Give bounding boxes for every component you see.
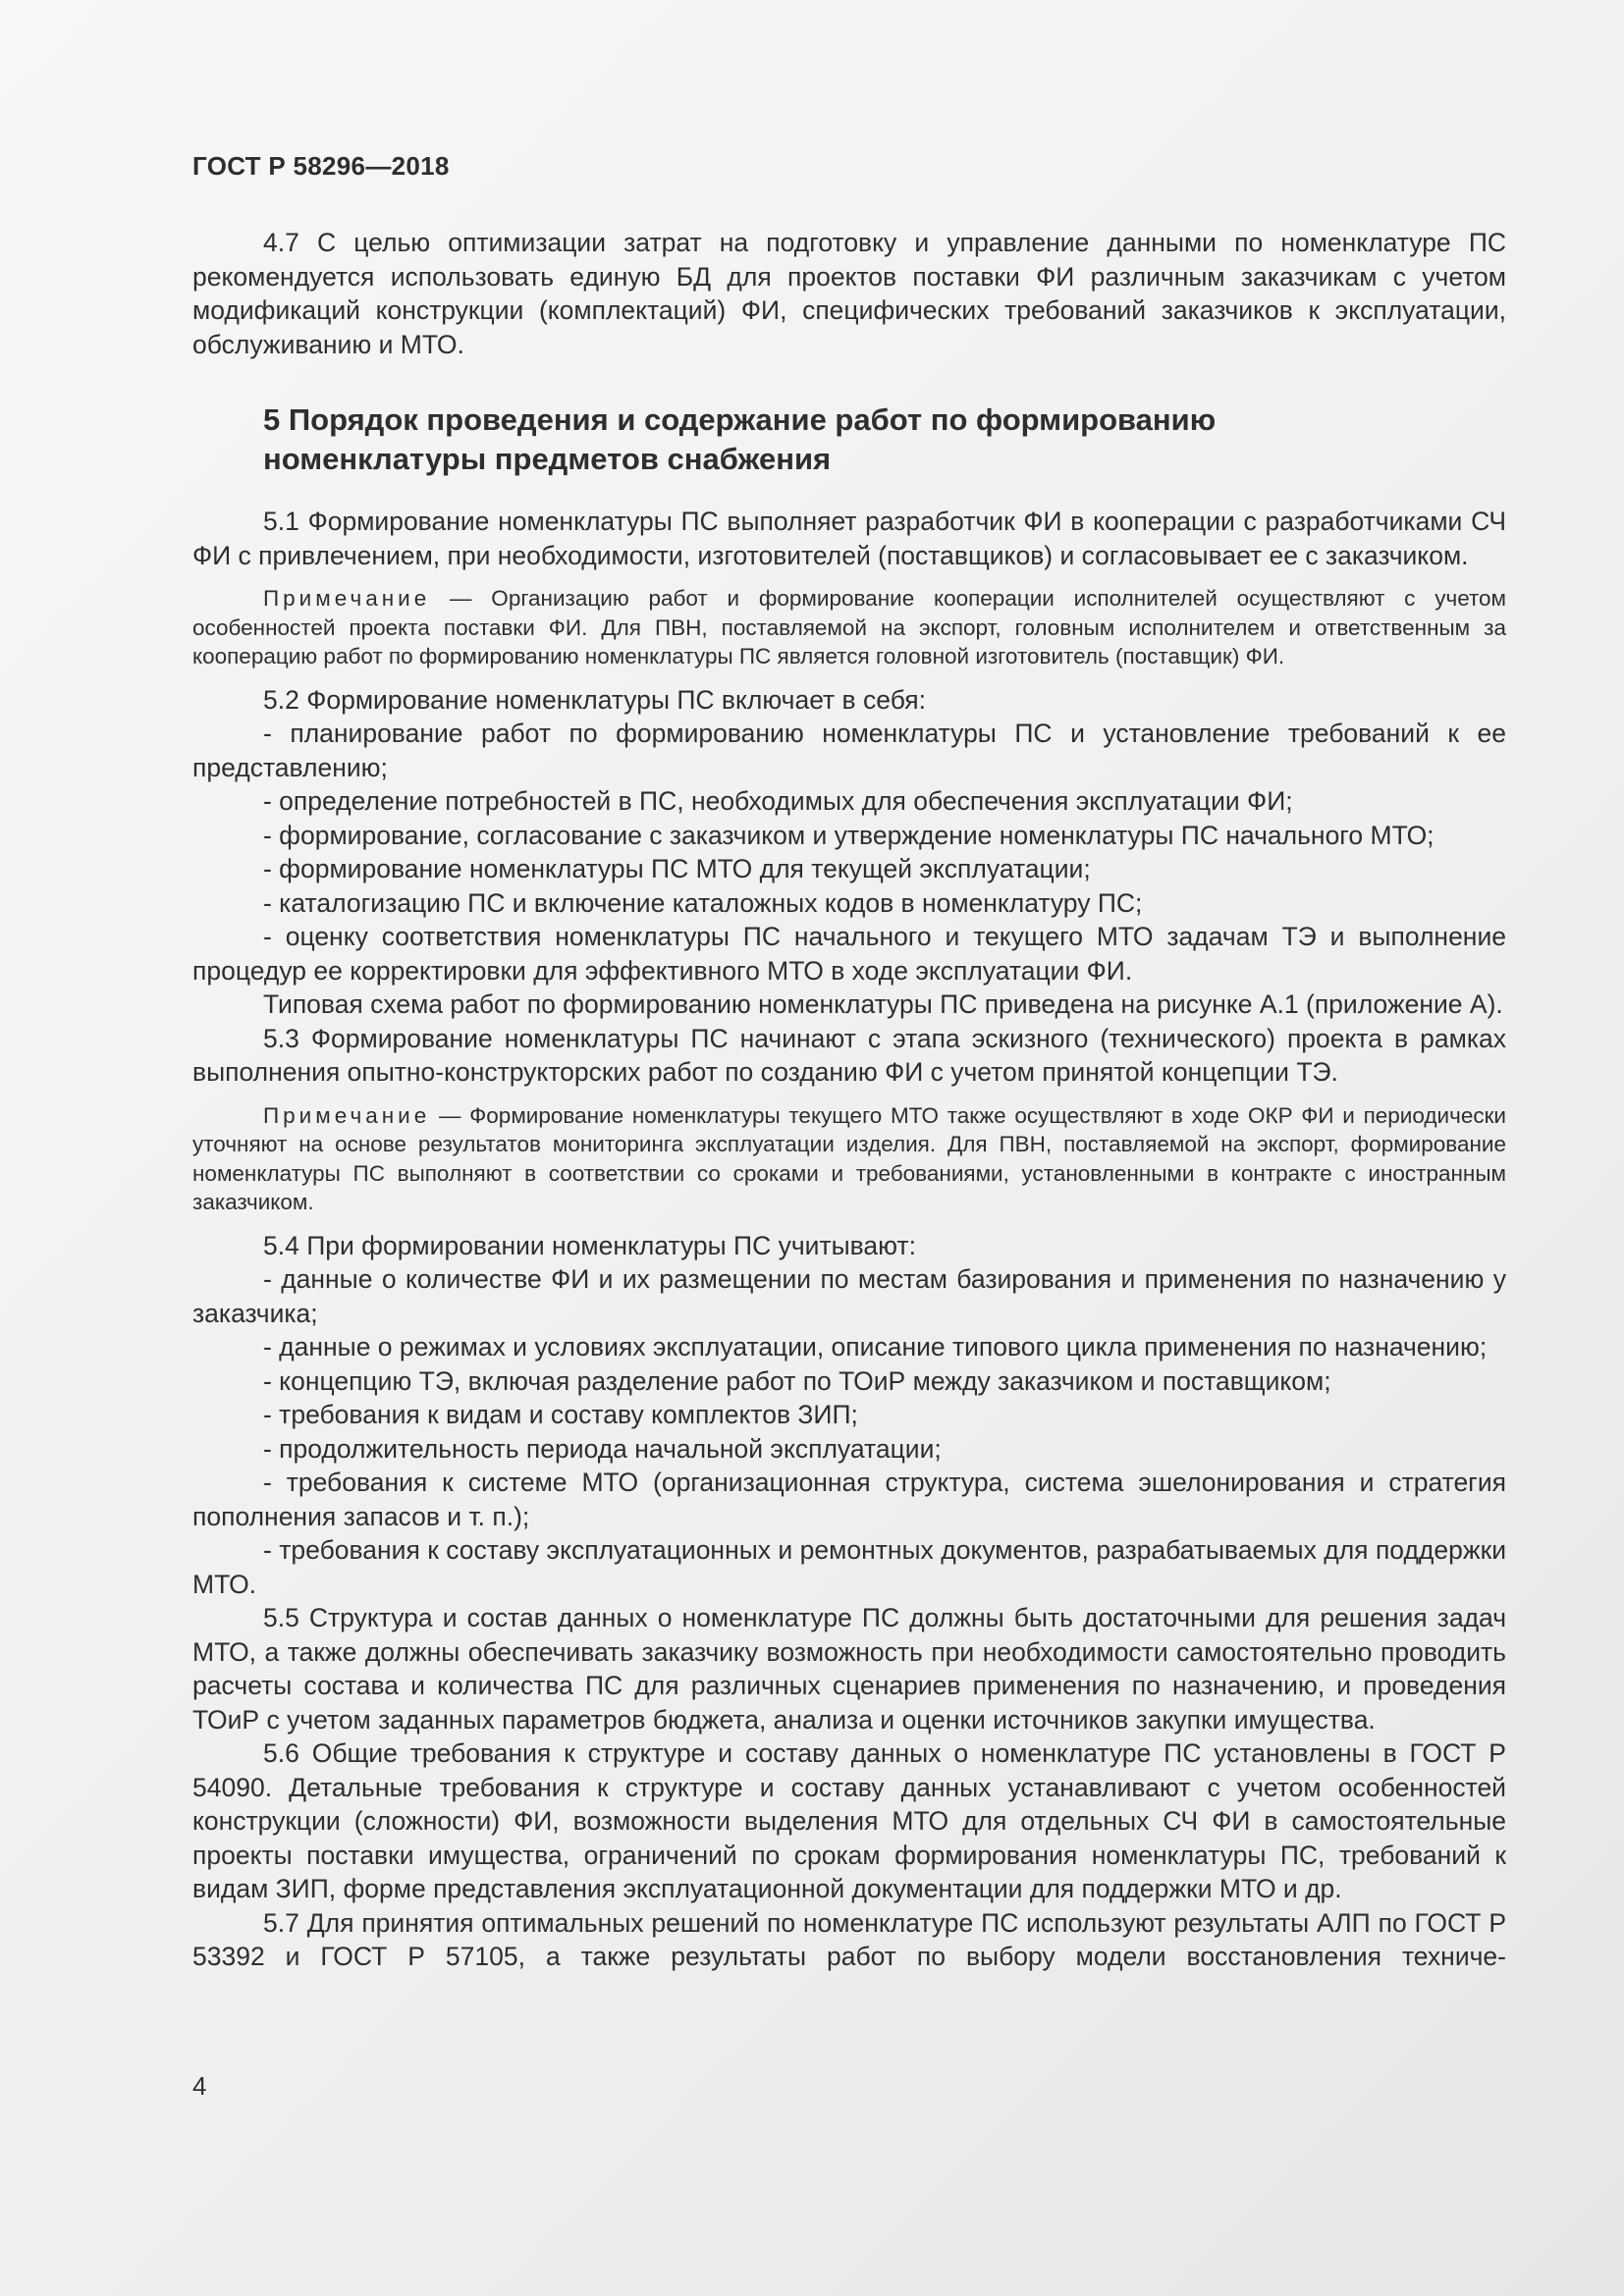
note-2-text: — Формирование номенклатуры текущего МТО также осуществляют в ходе ОКР ФИ и периодически уточняют на основе результатов мониторинга эксплуатации изделия. Для ПВН, поставляемой на экспорт, формирование номенклатуры ПС выполняют в соответствии со сроками и требованиями, установленными в контракте с иностранным заказчиком. — [192, 1102, 1506, 1214]
list-item: - формирование номенклатуры ПС МТО для текущей эксплуатации; — [263, 854, 1091, 883]
list-item: - данные о режимах и условиях эксплуатации, описание типового цикла применения по назначению; — [263, 1332, 1488, 1362]
note-1-text: — Организацию работ и формирование кооперации исполнителей осуществляют с учетом особенностей проекта поставки ФИ. Для ПВН, поставляемой на экспорт, головным исполнителем и ответственным за кооперацию работ по формированию номенклатуры ПС является головной изготовитель (поставщик) ФИ. — [192, 586, 1506, 668]
list-item: - планирование работ по формированию номенклатуры ПС и установление требований к ее представлению; — [192, 719, 1506, 782]
note-1-label: Примечание — [263, 586, 431, 611]
document-body — [192, 226, 1506, 1974]
section-5-heading — [263, 400, 1506, 479]
list-item: - определение потребностей в ПС, необходимых для обеспечения эксплуатации ФИ; — [263, 786, 1293, 816]
paragraph-5-1: 5.1 Формирование номенклатуры ПС выполняет разработчик ФИ в кооперации с разработчиками СЧ ФИ с привлечением, при необходимости, изготовителей (поставщиков) и согласовывает ее с заказчиком. — [192, 507, 1506, 570]
list-item: - концепцию ТЭ, включая разделение работ по ТОиР между заказчиком и поставщиком; — [263, 1365, 1331, 1396]
paragraph-5-6: 5.6 Общие требования к структуре и составу данных о номенклатуре ПС установлены в ГОСТ Р 54090. Детальные требования к структуре и составу данных устанавливают с учетом особенностей конструкции (сложности) ФИ, возможности выделения МТО для отдельных СЧ ФИ в самостоятельные проекты поставки имущества, ограничений по срокам формирования номенклатуры ПС, требований к видам ЗИП, форме представления эксплуатационной документации для поддержки МТО и др. — [192, 1738, 1506, 1903]
section-5-heading-line-1: 5 Порядок проведения и содержание работ по формированию — [263, 402, 1217, 437]
paragraph-5-3: 5.3 Формирование номенклатуры ПС начинают с этапа эскизного (технического) проекта в рамках выполнения опытно-конструкторских работ по созданию ФИ с учетом принятой концепции ТЭ. — [192, 1023, 1506, 1087]
note-2-label: Примечание — [263, 1102, 431, 1128]
list-item: - данные о количестве ФИ и их размещении по местам базирования и применения по назначению у заказчика; — [192, 1264, 1506, 1328]
note-2 — [192, 1101, 1506, 1217]
list-item: - требования к системе МТО (организационная структура, система эшелонирования и стратегия пополнения запасов и т. п.); — [192, 1468, 1506, 1531]
section-5-heading-line-2: номенклатуры предметов снабжения — [263, 442, 832, 476]
list-item: - требования к составу эксплуатационных и ремонтных документов, разрабатываемых для поддержки МТО. — [192, 1535, 1506, 1599]
list-item: - формирование, согласование с заказчиком и утверждение номенклатуры ПС начального МТО; — [263, 820, 1435, 850]
list-item: - требования к видам и составу комплектов ЗИП; — [263, 1400, 858, 1429]
list-item: - оценку соответствия номенклатуры ПС начального и текущего МТО задачам ТЭ и выполнение процедур ее корректировки для эффективного МТО в ходе эксплуатации ФИ. — [192, 922, 1506, 986]
list-item: - продолжительность периода начальной эксплуатации; — [263, 1433, 942, 1464]
paragraph-4-7: 4.7 С целью оптимизации затрат на подготовку и управление данными по номенклатуре ПС рекомендуется использовать единую БД для проектов поставки ФИ различным заказчикам с учетом модификаций конструкции (комплектаций) ФИ, специфических требований заказчиков к эксплуатации, обслуживанию и МТО. — [192, 228, 1506, 359]
paragraph-5-7: 5.7 Для принятия оптимальных решений по номенклатуре ПС используют результаты АЛП по ГОСТ Р 53392 и ГОСТ Р 57105, а также результаты работ по выбору модели восстановления техниче- — [192, 1907, 1506, 1971]
paragraph-5-4: 5.4 При формировании номенклатуры ПС учитывают: — [263, 1230, 916, 1260]
paragraph-5-2-scheme: Типовая схема работ по формированию номенклатуры ПС приведена на рисунке А.1 (приложение А). — [263, 989, 1503, 1019]
page-header-standard-id: ГОСТ Р 58296—2018 — [192, 151, 450, 181]
paragraph-5-2: 5.2 Формирование номенклатуры ПС включает в себя: — [263, 684, 926, 715]
list-item: - каталогизацию ПС и включение каталожных кодов в номенклатуру ПС; — [263, 887, 1143, 918]
note-1 — [192, 584, 1506, 671]
paragraph-5-5: 5.5 Структура и состав данных о номенклатуре ПС должны быть достаточными для решения задач МТО, а также должны обеспечивать заказчику возможность при необходимости самостоятельно проводить расчеты состава и количества ПС для различных сценариев применения по назначению, и проведения ТОиР с учетом заданных параметров бюджета, анализа и оценки источников закупки имущества. — [192, 1603, 1506, 1735]
page-number: 4 — [192, 2071, 207, 2101]
